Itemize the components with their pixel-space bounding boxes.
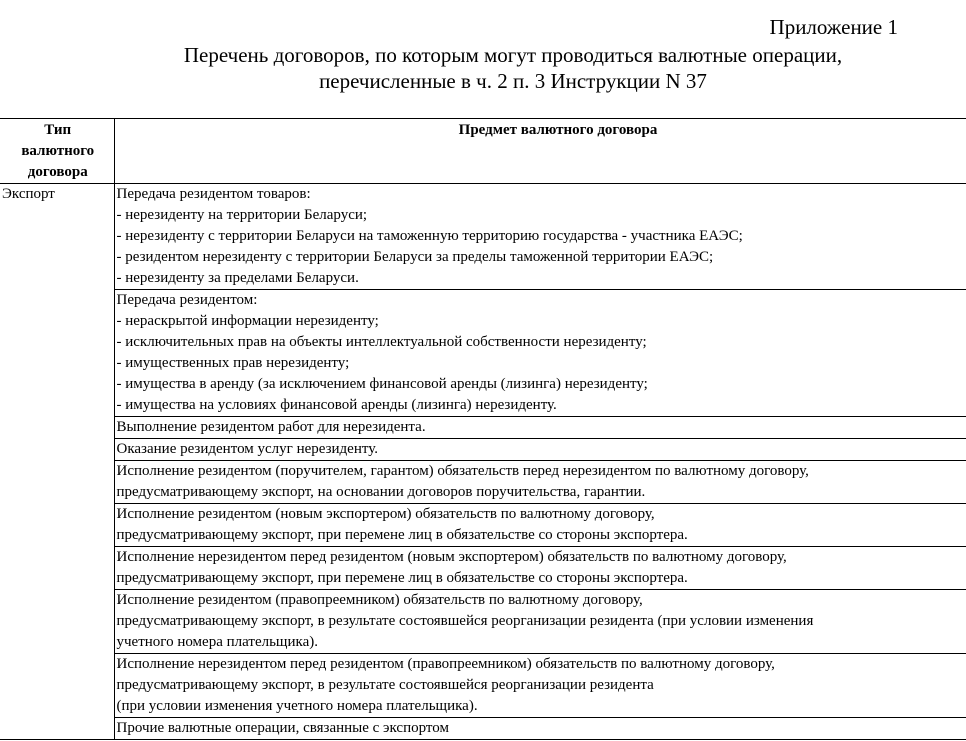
contract-subject-cell	[114, 461, 966, 504]
appendix-label: Приложение 1	[769, 15, 898, 39]
cell-line: Исполнение резидентом (правопреемником) обязательств по валютному договору,	[116, 592, 643, 608]
cell-line: предусматривающему экспорт, в результате состоявшейся реорганизации резидента	[116, 677, 654, 693]
cell-line: Прочие валютные операции, связанные с экспортом	[116, 720, 449, 736]
contract-subject-cell	[114, 590, 966, 654]
cell-line: - резидентом нерезиденту с территории Беларуси за пределы таможенной территории ЕАЭС;	[116, 249, 714, 265]
table-row	[0, 461, 966, 504]
contract-subject-cell	[114, 718, 966, 740]
contract-subject-cell	[114, 654, 966, 718]
cell-line: предусматривающему экспорт, при перемене лиц в обязательстве со стороны экспортера.	[116, 527, 688, 543]
header-line: договора	[27, 164, 88, 180]
cell-line: Исполнение резидентом (новым экспортером) обязательств по валютному договору,	[116, 506, 655, 522]
cell-line: - имущества на условиях финансовой аренды (лизинга) нерезиденту.	[116, 397, 557, 413]
cell-line: Исполнение нерезидентом перед резидентом (правопреемником) обязательств по валютному договору,	[116, 656, 775, 672]
cell-line: - имущества в аренду (за исключением финансовой аренды (лизинга) нерезиденту;	[116, 376, 648, 392]
table-row	[0, 654, 966, 718]
header-line: Тип	[44, 122, 72, 138]
title-line: Перечень договоров, по которым могут проводиться валютные операции,	[183, 43, 843, 67]
cell-line: Передача резидентом:	[116, 292, 258, 308]
column-header-type	[0, 119, 114, 184]
cell-line: Передача резидентом товаров:	[116, 186, 311, 202]
cell-line: предусматривающему экспорт, при перемене лиц в обязательстве со стороны экспортера.	[116, 570, 688, 586]
cell-line: - нераскрытой информации нерезиденту;	[116, 313, 379, 329]
cell-line: учетного номера плательщика).	[116, 634, 318, 650]
cell-line: - имущественных прав нерезиденту;	[116, 355, 350, 371]
cell-line: Оказание резидентом услуг нерезиденту.	[116, 441, 378, 457]
table-row	[0, 547, 966, 590]
table-row	[0, 718, 966, 740]
contract-subject-cell	[114, 184, 966, 290]
cell-line: - нерезиденту за пределами Беларуси.	[116, 270, 359, 286]
document-title	[0, 42, 966, 94]
cell-line: - исключительных прав на объекты интеллектуальной собственности нерезиденту;	[116, 334, 647, 350]
cell-line: Исполнение нерезидентом перед резидентом (новым экспортером) обязательств по валютному договору,	[116, 549, 787, 565]
table-row	[0, 184, 966, 290]
table-row	[0, 504, 966, 547]
cell-line: предусматривающему экспорт, в результате состоявшейся реорганизации резидента (при условии изменения	[116, 613, 814, 629]
cell-line: Выполнение резидентом работ для нерезидента.	[116, 419, 426, 435]
table-header-row	[0, 119, 966, 184]
contract-subject-cell	[114, 417, 966, 439]
table-row	[0, 417, 966, 439]
contract-subject-cell	[114, 439, 966, 461]
column-header-subject	[114, 119, 966, 184]
contracts-table	[0, 118, 966, 740]
title-line: перечисленные в ч. 2 п. 3 Инструкции N 37	[319, 69, 707, 93]
table-row	[0, 439, 966, 461]
cell-line: Исполнение резидентом (поручителем, гарантом) обязательств перед нерезидентом по валютному договору,	[116, 463, 809, 479]
contract-subject-cell	[114, 504, 966, 547]
table-row	[0, 290, 966, 417]
table-row	[0, 590, 966, 654]
cell-line: - нерезиденту с территории Беларуси на таможенную территорию государства - участника ЕАЭС;	[116, 228, 743, 244]
cell-line: (при условии изменения учетного номера плательщика).	[116, 698, 478, 714]
contract-subject-cell	[114, 290, 966, 417]
cell-line: предусматривающему экспорт, на основании договоров поручительства, гарантии.	[116, 484, 646, 500]
contract-subject-cell	[114, 547, 966, 590]
contract-type-cell: Экспорт	[0, 184, 114, 740]
cell-line: - нерезиденту на территории Беларуси;	[116, 207, 368, 223]
header-line: Предмет валютного договора	[458, 122, 658, 138]
header-line: валютного	[21, 143, 95, 159]
